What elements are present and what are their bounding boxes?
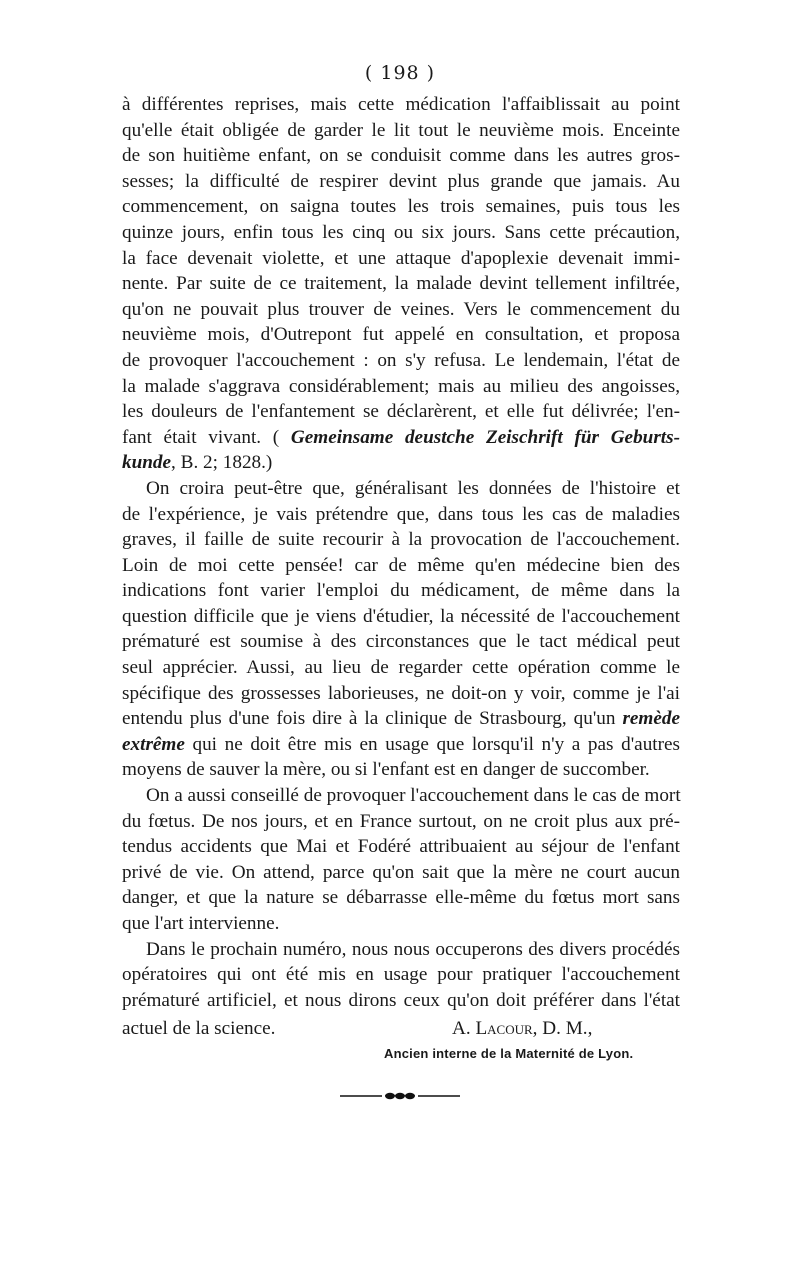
text-line [122,604,680,630]
author-affiliation: Ancien interne de la Maternité de Lyon. [384,1045,634,1061]
text-segment: de provoquer l'accouchement : on s'y refusa. Le lendemain, l'état de [122,349,680,371]
text-line [122,374,680,400]
text-segment: nente. Par suite de ce traitement, la malade devint tellement infiltrée, [122,273,680,295]
closing-text: actuel de la science. [122,1017,276,1039]
text-segment: prématuré est soumise à des circonstances que le tact médical peut [122,631,680,653]
body-text [122,92,680,1013]
text-line [122,246,680,272]
text-line [122,92,680,118]
text-line [122,297,680,323]
text-line [122,937,680,963]
text-line [122,194,680,220]
text-line [122,527,680,553]
text-line [122,860,680,886]
text-line [122,783,680,809]
text-segment: commencement, on saigna toutes les trois semaines, puis tous les [122,196,680,218]
text-line [122,425,680,451]
text-segment: entendu plus d'une fois dire à la clinique de Strasbourg, qu'un [122,708,623,730]
emphasis-text: extrême [122,733,185,755]
text-line [122,757,680,783]
text-line [122,885,680,911]
text-segment: fant était vivant. ( [122,426,291,448]
text-segment: de l'expérience, je vais prétendre que, dans tous les cas de maladies [122,503,680,525]
text-segment: qu'elle était obligée de garder le lit tout le neuvième mois. Enceinte [122,119,680,141]
text-segment: de son huitième enfant, on se conduisit comme dans les autres gros- [122,145,680,167]
text-line [122,322,680,348]
text-segment: indications font varier l'emploi du médicament, de même dans la [122,580,680,602]
text-line [122,706,680,732]
text-line [122,348,680,374]
emphasis-text: Gemeinsame deustche Zeischrift für Geburts- [290,426,680,448]
text-segment: quinze jours, enfin tous les cinq ou six jours. Sans cette précaution, [122,221,680,243]
signature-line [122,1018,680,1040]
text-line [122,655,680,681]
text-line [122,629,680,655]
text-line [122,450,680,476]
text-line [122,271,680,297]
text-line [122,809,680,835]
text-line [122,681,680,707]
text-segment: prématuré artificiel, et nous dirons ceux qu'on doit préférer dans l'état [122,989,680,1011]
text-segment: neuvième mois, d'Outrepont fut appelé en consultation, et proposa [122,324,680,346]
text-segment: les douleurs de l'enfantement se déclarèrent, et elle fut délivrée; l'en- [122,401,680,423]
text-segment: spécifique des grossesses laborieuses, ne doit-on y voir, comme je l'ai [122,682,680,704]
text-segment: graves, il faille de suite recourir à la provocation de l'accouchement. [122,529,680,551]
text-segment: seul apprécier. Aussi, au lieu de regarder cette opération comme le [122,657,680,679]
text-line [122,553,680,579]
text-segment: privé de vie. On attend, parce qu'on sait que la mère ne court aucun [122,861,680,883]
text-segment: du fœtus. De nos jours, et en France surtout, on ne croit plus aux pré- [122,810,680,832]
text-segment: danger, et que la nature se débarrasse elle-même du fœtus mort sans [122,887,680,909]
text-line [122,118,680,144]
text-line [122,578,680,604]
text-line [122,399,680,425]
text-line [122,143,680,169]
text-segment: qu'on ne pouvait plus trouver de veines. Vers le commencement du [122,298,680,320]
text-segment: sesses; la difficulté de respirer devint plus grande que jamais. Au [122,170,680,192]
text-segment: , B. 2; 1828.) [171,452,273,474]
author-name: A. Lacour, D. M., [452,1017,593,1039]
emphasis-text: kunde [122,452,172,474]
text-segment: qui ne doit être mis en usage que lorsqu'il n'y a pas d'autres [184,733,680,755]
text-line [122,988,680,1014]
text-segment: que l'art intervienne. [122,913,280,934]
text-line [122,476,680,502]
text-line [122,169,680,195]
text-line [122,834,680,860]
text-segment: On a aussi conseillé de provoquer l'accouchement dans le cas de mort [146,785,681,807]
emphasis-text: remède [622,708,680,730]
text-segment: moyens de sauver la mère, ou si l'enfant est en danger de succomber. [122,759,650,781]
text-segment: à différentes reprises, mais cette médication l'affaiblissait au point [122,94,680,115]
text-line [122,911,680,937]
text-segment: On croira peut-être que, généralisant les données de l'histoire et [146,477,680,499]
text-segment: question difficile que je viens d'étudier, la nécessité de l'accouchement [122,605,680,627]
text-line [122,502,680,528]
text-line [122,962,680,988]
text-segment: Loin de moi cette pensée! car de même qu'en médecine bien des [122,554,680,576]
text-line [122,732,680,758]
page-number: ( 198 ) [364,62,436,84]
text-segment: opératoires qui ont été mis en usage pour pratiquer l'accouchement [122,964,680,986]
text-segment: tendus accidents que Mai et Fodéré attribuaient au séjour de l'enfant [122,836,680,858]
ornament-divider-icon [338,1090,462,1102]
text-segment: la face devenait violette, et une attaque d'apoplexie devenait immi- [122,247,680,269]
text-line [122,220,680,246]
text-segment: Dans le prochain numéro, nous nous occuperons des divers procédés [146,938,680,960]
text-segment: la malade s'aggrava considérablement; mais au milieu des angoisses, [122,375,680,397]
